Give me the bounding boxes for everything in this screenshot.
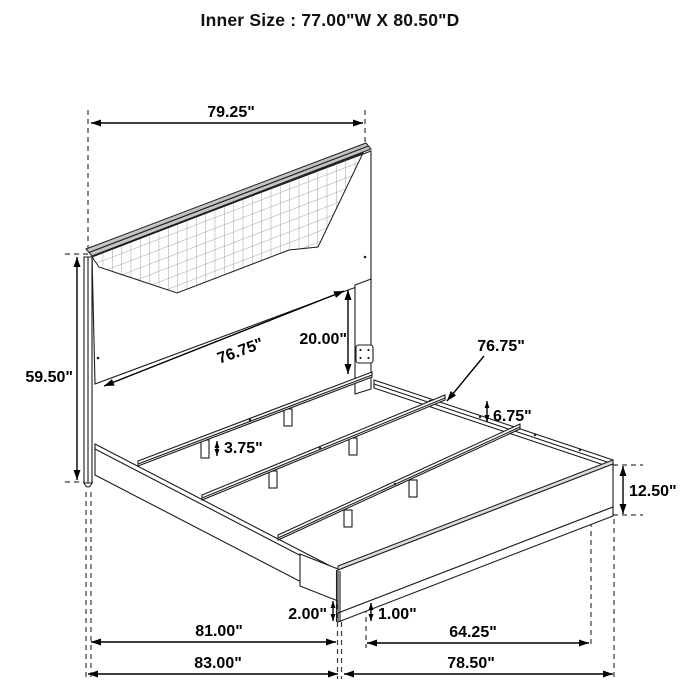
diagram-title: Inner Size : 77.00"W X 80.50"D — [200, 10, 460, 30]
footboard-clearance-label: 2.00" — [288, 606, 327, 623]
bed-frame — [95, 372, 613, 622]
footboard-height-label: 12.50" — [629, 483, 677, 500]
dim-inner-length — [91, 623, 336, 642]
rail-to-floor-label: 1.00" — [378, 606, 417, 623]
dim-slat-width — [447, 338, 525, 401]
headboard-left-leg-foot — [84, 483, 92, 487]
rail-bracket — [356, 345, 373, 363]
leg-height-label: 3.75" — [224, 440, 263, 457]
dim-headboard-height — [25, 257, 77, 480]
dim-rail-length — [344, 655, 613, 674]
dim-rail-to-floor — [371, 603, 417, 623]
headboard — [84, 143, 373, 487]
slat-width-label: 76.75" — [477, 338, 525, 355]
dim-footboard-height — [623, 466, 677, 514]
panel-height-label: 20.00" — [299, 331, 347, 348]
dim-overall-depth — [88, 655, 338, 674]
dim-footboard-clearance — [288, 601, 333, 623]
footboard-front-face — [338, 464, 613, 613]
headboard-height-label: 59.50" — [25, 369, 73, 386]
dim-rail-height — [487, 401, 532, 425]
overall-width-label: 79.25" — [207, 104, 255, 121]
dim-leg-height — [217, 440, 263, 457]
footboard-end-face — [300, 554, 338, 601]
slat-span-label: 64.25" — [449, 624, 497, 641]
dim-slat-span — [367, 624, 589, 643]
rail-length-label: 78.50" — [447, 655, 495, 672]
inner-length-label: 81.00" — [195, 623, 243, 640]
headboard-width-label: 76.75" — [215, 335, 266, 368]
overall-depth-label: 83.00" — [194, 655, 242, 672]
rail-height-label: 6.75" — [493, 408, 532, 425]
dim-overall-width — [91, 104, 363, 123]
